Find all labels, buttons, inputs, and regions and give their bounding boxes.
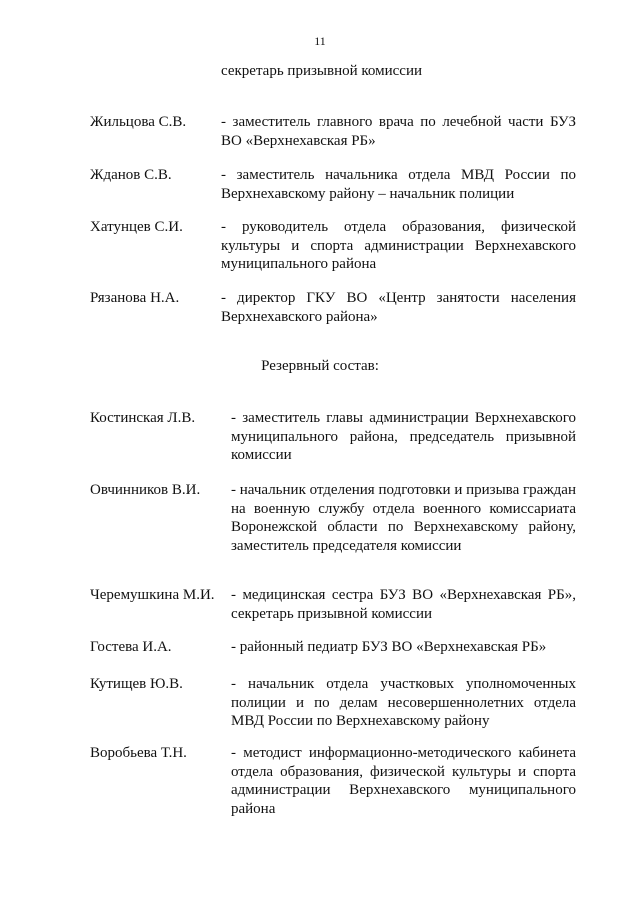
member-name: Воробьева Т.Н. <box>90 745 187 761</box>
member-role: - директор ГКУ ВО «Центр занятости населения Верхнехавского района» <box>221 290 576 325</box>
member-role: - заместитель главного врача по лечебной части БУЗ ВО «Верхнехавская РБ» <box>221 114 576 149</box>
member-name: Жильцова С.В. <box>90 114 187 130</box>
member-role: - медицинская сестра БУЗ ВО «Верхнехавская РБ», секретарь призывной комиссии <box>231 587 576 622</box>
member-role: - руководитель отдела образования, физической культуры и спорта администрации Верхнехавского муниципального района <box>221 219 576 272</box>
member-role: - заместитель начальника отдела МВД России по Верхнехавскому району – начальник полиции <box>221 167 576 202</box>
member-role: - методист информационно-методического кабинета отдела образования, физической культуры и спорта администрации Верхнехавского муниципального района <box>231 745 576 817</box>
member-name: Рязанова Н.А. <box>90 290 180 306</box>
top-line-text: секретарь призывной комиссии <box>221 63 423 79</box>
member-name: Жданов С.В. <box>90 167 172 183</box>
reserve-section-title: Резервный состав: <box>261 358 379 374</box>
page-number: 11 <box>314 34 326 48</box>
member-name: Хатунцев С.И. <box>90 219 183 235</box>
member-role: - заместитель главы администрации Верхнехавского муниципального района, председатель призывной комиссии <box>231 410 576 463</box>
member-role: - начальник отдела участковых уполномоченных полиции и по делам несовершеннолетних отдела МВД России по Верхнехавскому району <box>231 676 576 729</box>
member-name: Гостева И.А. <box>90 639 172 655</box>
member-role: - районный педиатр БУЗ ВО «Верхнехавская РБ» <box>231 639 547 655</box>
member-role: - начальник отделения подготовки и призыва граждан на военную службу отдела военного комиссариата Воронежской области по Верхнехавскому району, заместитель председателя комиссии <box>231 482 576 554</box>
member-name: Кутищев Ю.В. <box>90 676 183 692</box>
member-name: Костинская Л.В. <box>90 410 196 426</box>
member-name: Черемушкина М.И. <box>90 587 215 603</box>
member-name: Овчинников В.И. <box>90 482 201 498</box>
